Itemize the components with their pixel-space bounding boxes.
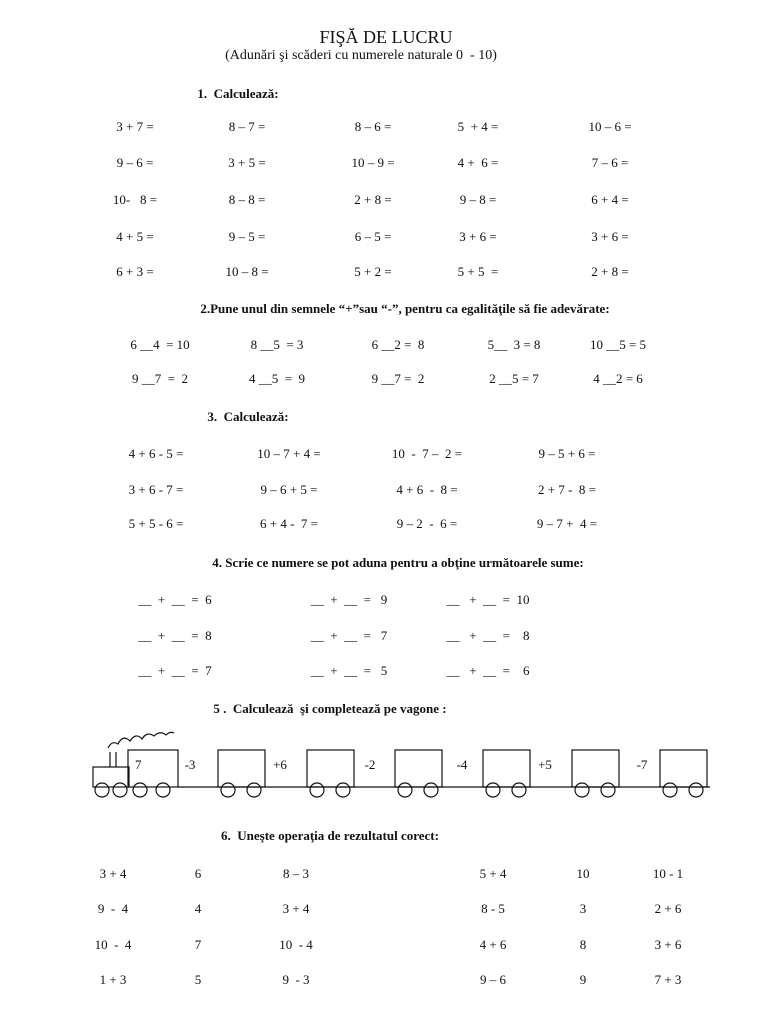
sign-exercise-r1-c2: 8 __5 = 3 (250, 337, 304, 352)
sum-exercise-r1-c1: __ + __ = 6 (138, 592, 212, 607)
sign-exercise-r2-c1: 9 __7 = 2 (131, 371, 189, 386)
match-item-r2-c6: 2 + 6 (654, 901, 682, 916)
exercise-r5-c4: 5 + 5 = (457, 264, 499, 279)
wagon-3 (395, 750, 442, 787)
match-item-r4-c1: 1 + 3 (99, 972, 127, 987)
sum-exercise-r2-c1: __ + __ = 8 (138, 628, 212, 643)
train-operation-2: +6 (273, 757, 287, 772)
exercise-r3-c5: 6 + 4 = (591, 192, 629, 207)
exercise-r3-c3: 2 + 8 = (354, 192, 392, 207)
exercise-r2-c4: 4 + 6 = (457, 155, 499, 170)
first-wagon-value: 7 (135, 757, 142, 772)
match-item-r2-c5: 3 (579, 901, 587, 916)
exercise-r2-c1: 9 – 6 = (116, 155, 154, 170)
calc-exercise-r2-c1: 3 + 6 - 7 = (128, 482, 184, 497)
exercise-r5-c2: 10 – 8 = (225, 264, 269, 279)
exercise-r1-c3: 8 – 6 = (354, 119, 392, 134)
calc-exercise-r2-c2: 9 – 6 + 5 = (260, 482, 318, 497)
sign-exercise-r1-c1: 6 __4 = 10 (130, 337, 190, 352)
exercise-r3-c2: 8 – 8 = (228, 192, 266, 207)
calc-exercise-r3-c4: 9 – 7 + 4 = (536, 516, 598, 531)
match-item-r2-c3: 3 + 4 (282, 901, 310, 916)
sign-exercise-r2-c4: 2 __5 = 7 (489, 371, 539, 386)
wagon-6 (660, 750, 707, 787)
calc-exercise-r3-c3: 9 – 2 - 6 = (396, 516, 458, 531)
match-item-r4-c2: 5 (194, 972, 202, 987)
wagon-2 (307, 750, 354, 787)
match-item-r2-c1: 9 - 4 (97, 901, 129, 916)
match-item-r3-c4: 4 + 6 (479, 937, 507, 952)
match-item-r1-c6: 10 - 1 (652, 866, 684, 881)
section3-heading: 3. Calculează: (207, 409, 289, 424)
exercise-r4-c2: 9 – 5 = (228, 229, 266, 244)
sum-exercise-r2-c2: __ + __ = 7 (310, 628, 388, 643)
sum-exercise-r3-c2: __ + __ = 5 (310, 663, 388, 678)
section4-heading: 4. Scrie ce numere se pot aduna pentru a obţine următoarele sume: (212, 555, 584, 570)
exercise-r1-c4: 5 + 4 = (457, 119, 499, 134)
match-item-r1-c5: 10 (576, 866, 590, 881)
exercise-r1-c1: 3 + 7 = (116, 119, 154, 134)
exercise-r1-c2: 8 – 7 = (228, 119, 266, 134)
exercise-r5-c5: 2 + 8 = (591, 264, 629, 279)
match-item-r1-c3: 8 – 3 (283, 866, 309, 881)
exercise-r5-c3: 5 + 2 = (354, 264, 392, 279)
calc-exercise-r2-c3: 4 + 6 - 8 = (396, 482, 458, 497)
smoke-icon (108, 732, 174, 748)
match-item-r2-c4: 8 - 5 (481, 901, 505, 916)
sign-exercise-r1-c4: 5__ 3 = 8 (487, 337, 541, 352)
match-item-r2-c2: 4 (194, 901, 202, 916)
sign-exercise-r1-c5: 10 __5 = 5 (589, 337, 647, 352)
wagon-4 (483, 750, 530, 787)
sum-exercise-r1-c2: __ + __ = 9 (310, 592, 388, 607)
sign-exercise-r2-c3: 9 __7 = 2 (371, 371, 425, 386)
exercise-r4-c5: 3 + 6 = (591, 229, 629, 244)
exercise-r4-c3: 6 – 5 = (354, 229, 392, 244)
train-operation-4: -4 (456, 757, 468, 772)
sign-exercise-r2-c2: 4 __5 = 9 (248, 371, 306, 386)
calc-exercise-r1-c3: 10 - 7 – 2 = (391, 446, 463, 461)
exercise-r4-c4: 3 + 6 = (459, 229, 497, 244)
section1-heading: 1. Calculează: (197, 86, 279, 101)
exercise-r2-c2: 3 + 5 = (228, 155, 266, 170)
match-item-r4-c4: 9 – 6 (480, 972, 506, 987)
calc-exercise-r1-c1: 4 + 6 - 5 = (128, 446, 184, 461)
exercise-r2-c5: 7 – 6 = (591, 155, 629, 170)
train-operation-1: -3 (184, 757, 196, 772)
sum-exercise-r2-c3: __ + __ = 8 (446, 628, 530, 643)
match-item-r4-c5: 9 (579, 972, 587, 987)
train-operation-6: -7 (636, 757, 648, 772)
wheel-icon (95, 783, 109, 797)
sum-exercise-r3-c1: __ + __ = 7 (138, 663, 212, 678)
section5-heading: 5 . Calculează şi completează pe vagone : (213, 701, 447, 716)
train-operation-5: +5 (538, 757, 552, 772)
calc-exercise-r2-c4: 2 + 7 - 8 = (538, 482, 596, 497)
calc-exercise-r3-c2: 6 + 4 - 7 = (260, 516, 318, 531)
train-operation-3: -2 (364, 757, 376, 772)
exercise-r3-c1: 10- 8 = (112, 192, 158, 207)
exercise-r5-c1: 6 + 3 = (116, 264, 154, 279)
wagon-1 (218, 750, 265, 787)
exercise-r3-c4: 9 – 8 = (459, 192, 497, 207)
match-item-r3-c1: 10 - 4 (94, 937, 132, 952)
match-item-r1-c1: 3 + 4 (99, 866, 127, 881)
match-item-r3-c5: 8 (579, 937, 587, 952)
calc-exercise-r1-c2: 10 – 7 + 4 = (257, 446, 321, 461)
match-item-r4-c3: 9 - 3 (282, 972, 310, 987)
match-item-r4-c6: 7 + 3 (654, 972, 682, 987)
calc-exercise-r3-c1: 5 + 5 - 6 = (128, 516, 184, 531)
exercise-r1-c5: 10 – 6 = (588, 119, 632, 134)
page-title: FIŞĂ DE LUCRU (319, 27, 453, 47)
match-item-r1-c2: 6 (194, 866, 202, 881)
page-subtitle: (Adunări şi scăderi cu numerele naturale 0 - 10) (225, 48, 497, 63)
sum-exercise-r1-c3: __ + __ = 10 (446, 592, 530, 607)
section2-heading: 2.Pune unul din semnele “+”sau “-”, pentru ca egalităţile să fie adevărate: (200, 301, 610, 316)
sign-exercise-r1-c3: 6 __2 = 8 (371, 337, 425, 352)
sign-exercise-r2-c5: 4 __2 = 6 (593, 371, 643, 386)
sum-exercise-r3-c3: __ + __ = 6 (446, 663, 530, 678)
calc-exercise-r1-c4: 9 – 5 + 6 = (538, 446, 596, 461)
match-item-r3-c2: 7 (194, 937, 202, 952)
match-item-r3-c6: 3 + 6 (654, 937, 682, 952)
match-item-r1-c4: 5 + 4 (479, 866, 507, 881)
exercise-r4-c1: 4 + 5 = (116, 229, 154, 244)
wagon-5 (572, 750, 619, 787)
section6-heading: 6. Uneşte operaţia de rezultatul corect: (221, 828, 439, 843)
match-item-r3-c3: 10 - 4 (279, 937, 313, 952)
exercise-r2-c3: 10 – 9 = (351, 155, 395, 170)
